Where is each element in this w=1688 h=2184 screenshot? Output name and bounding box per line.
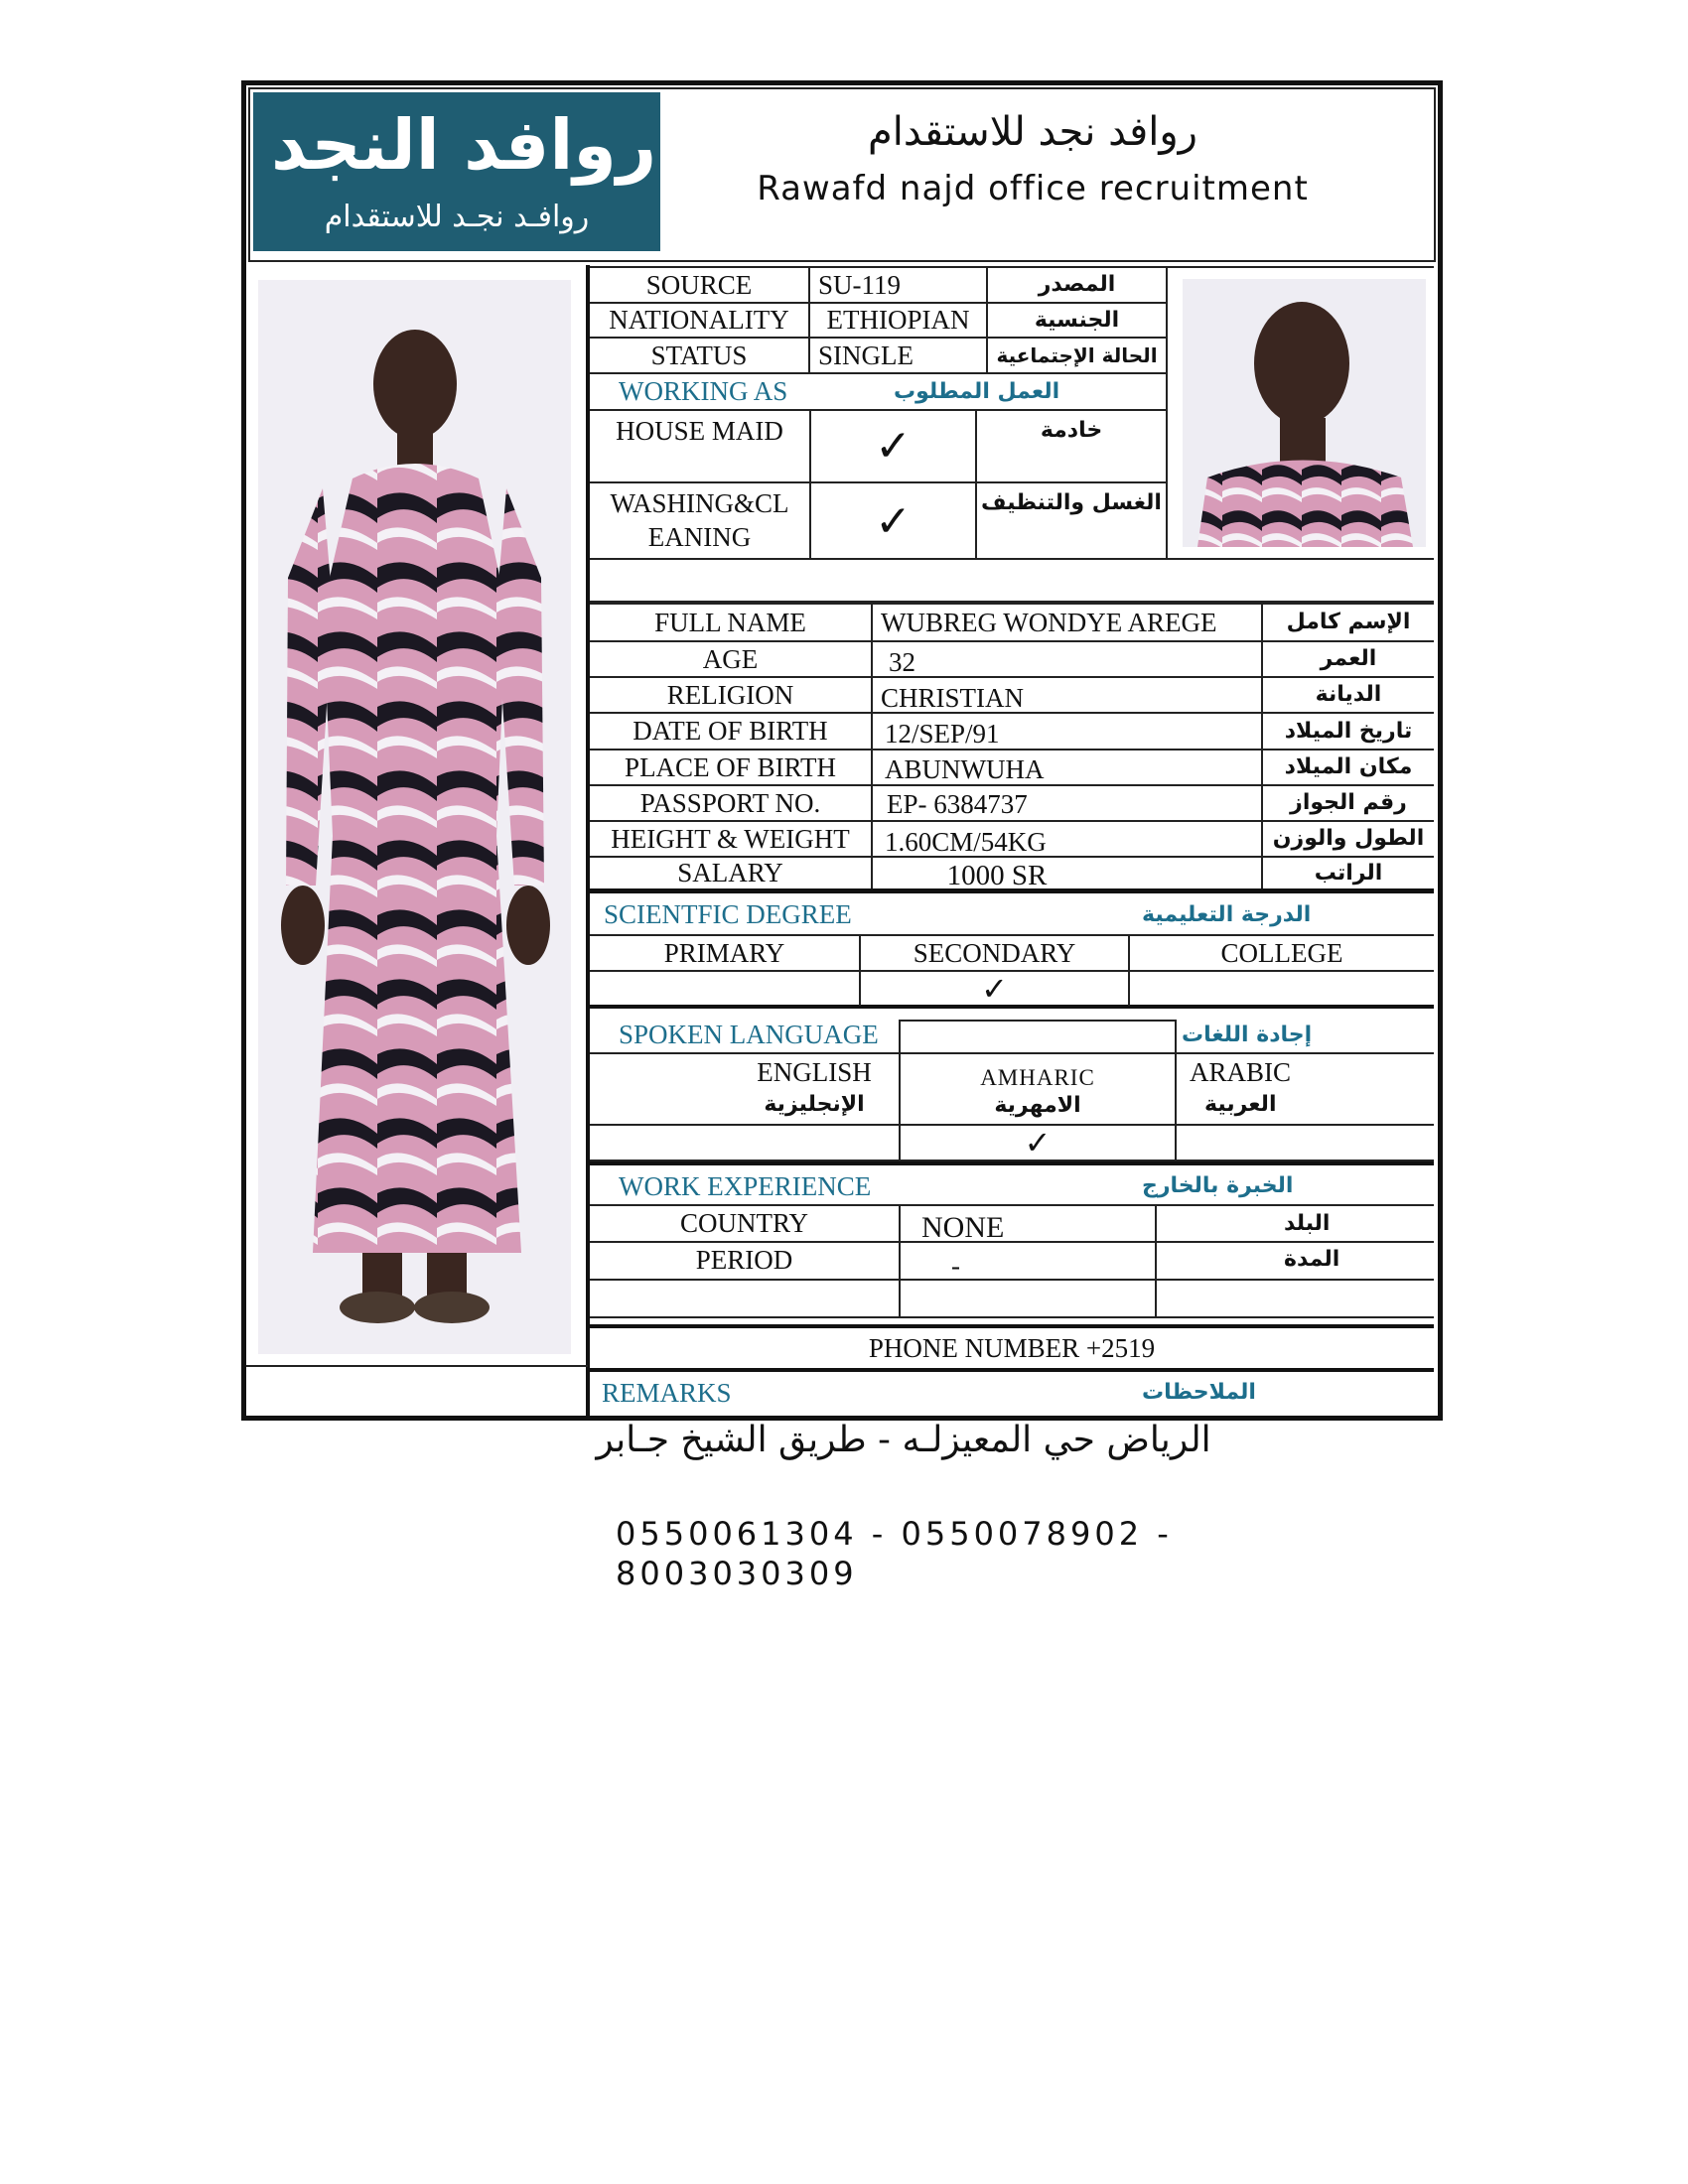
detail-value-pob: ABUNWUHA [885,753,1045,784]
source-label-arabic: المصدر [1038,272,1116,297]
nationality-value: ETHIOPIAN [826,305,970,335]
detail-label-dob: DATE OF BIRTH [633,716,828,746]
detail-value-passport: EP- 6384737 [887,788,1028,819]
working-as-title: WORKING AS [619,376,788,406]
detail-value-age: 32 [889,646,915,677]
detail-label-height-weight: HEIGHT & WEIGHT [611,823,850,854]
degree-secondary: SECONDARY [913,937,1076,968]
detail-label-pob: PLACE OF BIRTH [625,751,836,782]
washing-label-line1: WASHING&CL [610,487,789,518]
washing-label-line2: EANING [647,521,752,552]
language-arabic-arabic: العربية [1204,1092,1277,1117]
experience-title: WORK EXPERIENCE [619,1170,872,1201]
remarks-label: REMARKS [602,1377,732,1408]
washing-label-arabic: الغسل والتنظيف [981,490,1162,515]
company-title-english: Rawafd najd office recruitment [757,169,1309,208]
detail-label-religion: RELIGION [666,679,794,710]
detail-arabic-religion: الديانة [1315,682,1382,707]
experience-period-arabic: المدة [1284,1247,1340,1272]
nationality-label-arabic: الجنسية [1034,307,1120,333]
source-label: SOURCE [645,269,753,300]
portrait-photo [1183,279,1426,547]
detail-arabic-full-name: الإسم كامل [1286,610,1411,634]
experience-period-label: PERIOD [695,1244,793,1275]
detail-arabic-age: العمر [1320,646,1377,671]
house-maid-label-arabic: خادمة [1040,418,1103,443]
degree-title: SCIENTFIC DEGREE [604,899,852,929]
logo-mark: روافد النجد [271,104,657,186]
detail-arabic-salary: الراتب [1314,860,1383,886]
logo-subtitle: روافـد نجـد للاستقدام [324,200,590,234]
degree-primary: PRIMARY [663,937,785,968]
person-figure-icon [258,280,571,1354]
experience-country-value: NONE [921,1210,1005,1244]
experience-title-arabic: الخبرة بالخارج [1142,1173,1294,1198]
experience-period-value: - [951,1250,960,1281]
language-english-arabic: الإنجليزية [764,1092,865,1117]
detail-arabic-height-weight: الطول والوزن [1272,826,1425,851]
footer-phones-line2: 8003030309 [616,1555,858,1592]
detail-arabic-pob: مكان الميلاد [1284,754,1413,779]
detail-value-salary: 1000 SR [946,861,1048,891]
source-value: SU-119 [818,269,902,300]
status-label: STATUS [650,340,748,370]
experience-country-arabic: البلد [1284,1210,1331,1236]
portrait-figure-icon [1183,279,1426,547]
language-amharic-arabic: الامهرية [994,1093,1081,1118]
company-title-arabic: روافد نجد للاستقدام [868,109,1197,155]
phone-number: PHONE NUMBER +2519 [868,1332,1156,1363]
detail-arabic-passport: رقم الجواز [1290,790,1407,815]
detail-value-height-weight: 1.60CM/54KG [885,826,1047,857]
degree-title-arabic: الدرجة التعليمية [1142,901,1312,927]
language-arabic: ARABIC [1190,1056,1292,1087]
detail-label-full-name: FULL NAME [654,607,806,637]
working-as-title-arabic: العمل المطلوب [894,378,1060,404]
degree-secondary-check-icon: ✓ [981,972,1008,1005]
footer-address: الرياض حي المعيزلـه - طريق الشيخ جـابر [596,1420,1211,1460]
remarks-label-arabic: الملاحظات [1142,1380,1256,1405]
language-english: ENGLISH [757,1056,872,1087]
full-body-photo [258,280,571,1354]
detail-label-passport: PASSPORT NO. [639,787,821,818]
footer-phones-line1: 0550061304 - 0550078902 - [616,1515,1173,1553]
house-maid-label: HOUSE MAID [616,415,783,446]
detail-value-full-name: WUBREG WONDYE AREGE [881,607,1217,637]
company-logo [253,92,660,251]
language-title-arabic: إجادة اللغات [1182,1022,1313,1047]
language-title: SPOKEN LANGUAGE [619,1020,879,1049]
detail-label-age: AGE [702,643,759,674]
detail-label-salary: SALARY [677,858,783,887]
washing-check-icon: ✓ [875,496,912,547]
detail-value-religion: CHRISTIAN [881,682,1025,713]
detail-arabic-dob: تاريخ الميلاد [1284,718,1413,744]
detail-value-dob: 12/SEP/91 [885,719,1000,749]
status-label-arabic: الحالة الإجتماعية [996,343,1158,367]
status-value: SINGLE [818,340,914,370]
language-amharic-check-icon: ✓ [1024,1126,1052,1160]
house-maid-check-icon: ✓ [875,421,912,472]
nationality-label: NATIONALITY [609,305,789,335]
degree-college: COLLEGE [1220,937,1343,968]
experience-country-label: COUNTRY [679,1208,808,1238]
language-amharic: AMHARIC [980,1064,1095,1090]
